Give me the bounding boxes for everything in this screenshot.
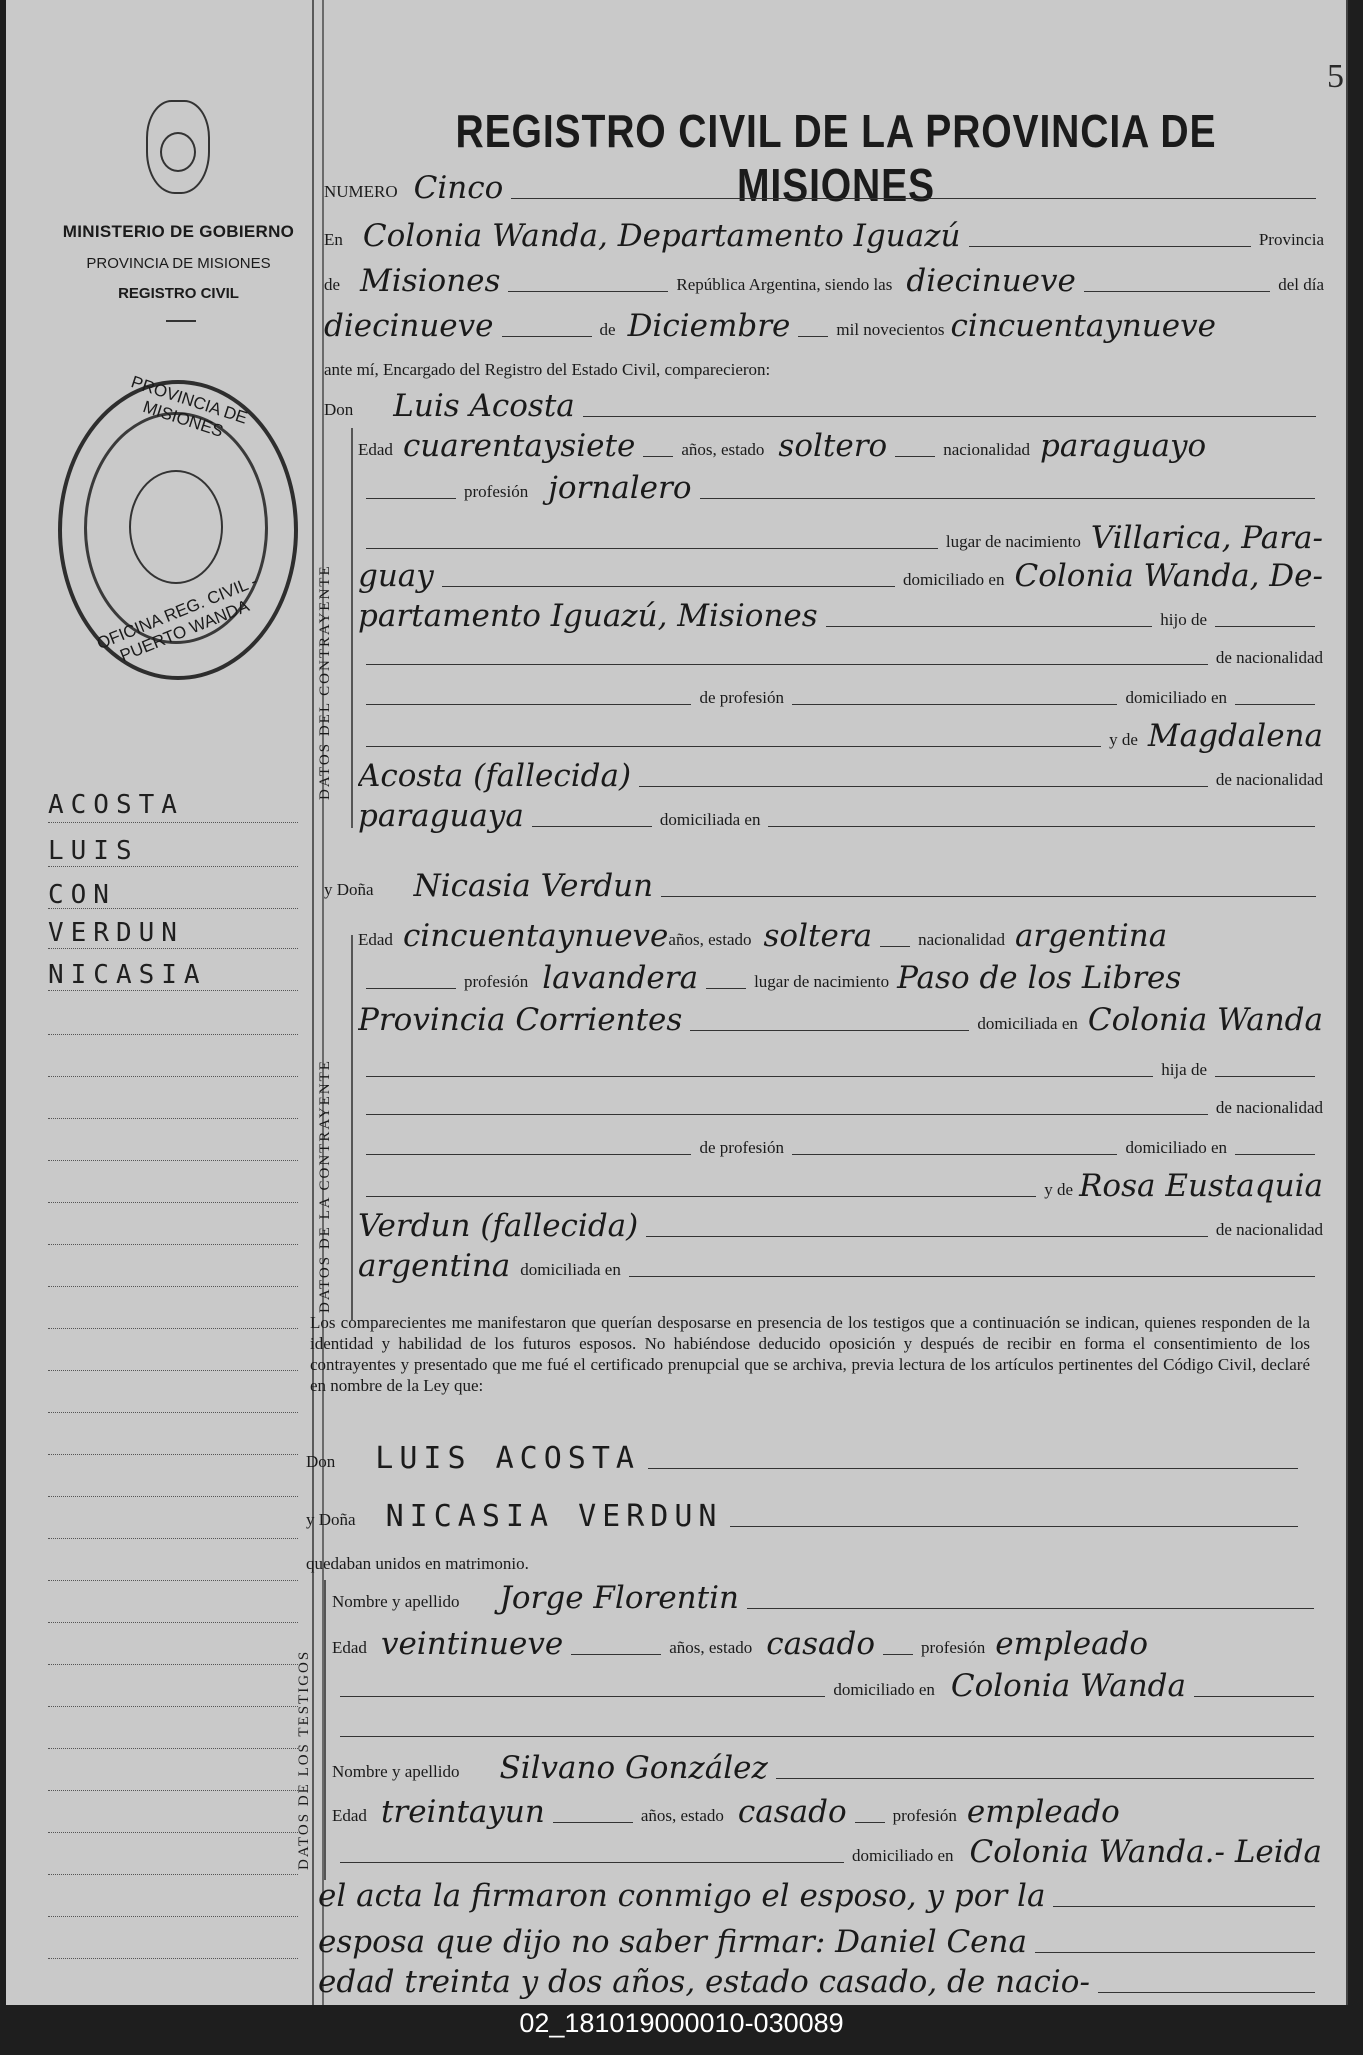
declaracion-don-row bbox=[306, 1432, 1306, 1478]
madre-nacionalidad-row bbox=[358, 790, 1323, 836]
republica-label: República Argentina, siendo las bbox=[676, 275, 893, 294]
margin-surname: ACOSTA bbox=[48, 790, 184, 820]
province-name: PROVINCIA DE MISIONES bbox=[86, 255, 271, 272]
de-mes-label: de bbox=[599, 320, 616, 339]
t1-edad: veintinueve bbox=[380, 1626, 564, 1662]
don-label: Don bbox=[324, 400, 354, 419]
profesion-value: lavandera bbox=[542, 960, 699, 996]
numero-row bbox=[324, 162, 1324, 208]
register-page bbox=[6, 0, 1348, 2005]
hija-de-label: hija de bbox=[1161, 1060, 1207, 1079]
mujer-edad-row bbox=[358, 910, 1323, 956]
domicilio-value: Colonia Wanda bbox=[1087, 1002, 1323, 1038]
mil-label: mil novecientos bbox=[836, 320, 945, 339]
nacionalidad-value: paraguayo bbox=[1040, 428, 1207, 464]
declaration-text: Los comparecientes me manifestaron que querían desposarse en presencia de los testigos que a continuación se indican, quienes responden de la identidad y habilidad de los futuros esposos. No habiéndose deducido oposición y después de recibir en forma el consentimiento de los contrayentes y presentado que me fué el certificado prenupcial que se archiva, previa lectura de los artículos pertinentes del Código Civil, declaré en nombre de la Ley que: bbox=[310, 1313, 1310, 1395]
domiciliada-en-label: domiciliada en bbox=[520, 1260, 621, 1279]
lugar-nacimiento-value: Villarica, Para- bbox=[1090, 520, 1323, 556]
document-title: REGISTRO CIVIL DE LA PROVINCIA DE MISIONES bbox=[455, 105, 1217, 211]
mujer-madre-nac-row bbox=[358, 1240, 1323, 1286]
mujer-profesion-row bbox=[358, 952, 1323, 998]
contrayente-edad-row bbox=[358, 420, 1323, 466]
mes-value: Diciembre bbox=[627, 308, 791, 344]
seal-bottom-text: OFICINA REG. CIVIL - PUERTO WANDA bbox=[94, 571, 261, 666]
lugar-nacimiento-cont: guay bbox=[358, 558, 434, 594]
madre-value: Magdalena bbox=[1147, 718, 1323, 754]
t2-nombre-row bbox=[332, 1742, 1322, 1788]
mujer-padre-prof-row bbox=[358, 1118, 1323, 1164]
lugar-value: Colonia Wanda, Departamento Iguazú bbox=[362, 218, 961, 254]
coat-of-arms-icon bbox=[146, 100, 210, 194]
domiciliado-en-label: domiciliado en bbox=[1125, 1138, 1227, 1157]
de-row bbox=[324, 255, 1324, 301]
t1-edad-row bbox=[332, 1618, 1322, 1664]
dona-label: y Doña bbox=[324, 880, 374, 899]
contrayente-profesion-row bbox=[358, 462, 1323, 508]
domicilio-value: Colonia Wanda, De- bbox=[1014, 558, 1323, 594]
seal-arms-icon bbox=[129, 470, 223, 584]
provincia-label: Provincia bbox=[1258, 230, 1324, 249]
estado-label: años, estado bbox=[668, 930, 752, 949]
testigos-section-label: DATOS DE LOS TESTIGOS bbox=[296, 1649, 312, 1870]
t1-blank-row bbox=[332, 1700, 1322, 1746]
registry-name: REGISTRO CIVIL bbox=[118, 285, 239, 302]
del-dia-label: del día bbox=[1278, 275, 1324, 294]
edad-label: Edad bbox=[358, 440, 393, 459]
madre-value: Rosa Eustaquia bbox=[1079, 1168, 1323, 1204]
estado-label: años, estado bbox=[669, 1638, 753, 1657]
edad-label: Edad bbox=[332, 1638, 367, 1657]
en-label: En bbox=[324, 230, 343, 249]
madre-cont: Verdun (fallecida) bbox=[358, 1208, 639, 1244]
nacionalidad-label: nacionalidad bbox=[943, 440, 1031, 459]
closing-text-2: esposa que dijo no saber firmar: Daniel Cena bbox=[318, 1924, 1027, 1960]
dona-value: NICASIA VERDUN bbox=[385, 1499, 723, 1534]
estado-value: soltera bbox=[763, 918, 873, 954]
t1-profesion: empleado bbox=[995, 1626, 1149, 1662]
madre-nacionalidad-value: paraguaya bbox=[358, 798, 524, 834]
t1-nombre: Jorge Florentin bbox=[499, 1580, 739, 1616]
mujer-domicilio-row bbox=[358, 994, 1323, 1040]
edad-label: Edad bbox=[332, 1806, 367, 1825]
margin-name-2: NICASIA bbox=[48, 960, 207, 990]
image-id-footer: 02_181019000010-030089 bbox=[519, 2008, 844, 2038]
divider bbox=[166, 320, 196, 322]
t1-nombre-row bbox=[332, 1572, 1322, 1618]
t2-domicilio: Colonia Wanda.- Leida bbox=[969, 1834, 1322, 1870]
madre-cont: Acosta (fallecida) bbox=[358, 758, 632, 794]
y-de-label: y de bbox=[1044, 1180, 1074, 1199]
t2-nombre: Silvano González bbox=[499, 1750, 768, 1786]
closing-text-1: el acta la firmaron conmigo el esposo, y por la bbox=[318, 1878, 1046, 1914]
nombre-label: Nombre y apellido bbox=[332, 1592, 460, 1611]
closing-line-1 bbox=[318, 1870, 1323, 1916]
de-nacionalidad-label: de nacionalidad bbox=[1215, 648, 1323, 667]
declaracion-dona-row bbox=[306, 1490, 1306, 1536]
profesion-label: profesión bbox=[892, 1806, 957, 1825]
dia-value: diecinueve bbox=[324, 308, 494, 344]
t2-profesion: empleado bbox=[966, 1794, 1120, 1830]
profesion-value: jornalero bbox=[548, 470, 692, 506]
t1-domicilio: Colonia Wanda bbox=[950, 1668, 1186, 1704]
ministry-name: MINISTERIO DE GOBIERNO bbox=[62, 222, 295, 241]
en-row bbox=[324, 210, 1324, 256]
edad-label: Edad bbox=[358, 930, 393, 949]
domiciliado-label: domiciliado en bbox=[902, 570, 1005, 589]
contrayente-mujer-section-label: DATOS DE LA CONTRAYENTE bbox=[317, 1059, 333, 1313]
ante-text: ante mí, Encargado del Registro del Estado Civil, comparecieron: bbox=[324, 360, 771, 379]
madre-nacionalidad-value: argentina bbox=[358, 1248, 511, 1284]
de-profesion-label: de profesión bbox=[699, 1138, 784, 1157]
margin-con: CON bbox=[48, 880, 116, 910]
numero-value: Cinco bbox=[413, 170, 504, 206]
lugar-nacimiento-label: lugar de nacimiento bbox=[754, 972, 890, 991]
closing-line-3 bbox=[318, 1956, 1323, 2002]
profesion-label: profesión bbox=[464, 972, 529, 991]
domiciliada-label: domiciliada en bbox=[977, 1014, 1078, 1033]
t2-estado: casado bbox=[737, 1794, 847, 1830]
contrayente-section-label: DATOS DEL CONTRAYENTE bbox=[317, 564, 333, 800]
margin-name: LUIS bbox=[48, 836, 139, 866]
estado-label: años, estado bbox=[640, 1806, 724, 1825]
lugar-nacimiento-value: Paso de los Libres bbox=[897, 960, 1182, 996]
provincia-value: Misiones bbox=[360, 263, 501, 299]
don-value: Luis Acosta bbox=[393, 388, 575, 424]
t1-estado: casado bbox=[766, 1626, 876, 1662]
page-number: 5 bbox=[1327, 58, 1344, 95]
lugar-nacimiento-label: lugar de nacimiento bbox=[945, 532, 1081, 551]
nacionalidad-label: nacionalidad bbox=[918, 930, 1005, 949]
de-nacionalidad-label: de nacionalidad bbox=[1215, 770, 1323, 789]
don-label: Don bbox=[306, 1452, 336, 1471]
don-value: LUIS ACOSTA bbox=[375, 1441, 640, 1476]
padre-profesion-row bbox=[358, 668, 1323, 714]
hijo-de-label: hijo de bbox=[1160, 610, 1207, 629]
t2-domicilio-row bbox=[332, 1826, 1322, 1872]
estado-value: soltero bbox=[778, 428, 888, 464]
domicilio-cont: partamento Iguazú, Misiones bbox=[358, 598, 818, 634]
estado-label: años, estado bbox=[681, 440, 765, 459]
anio-value: cincuentaynueve bbox=[950, 308, 1216, 344]
numero-label: NUMERO bbox=[324, 182, 398, 201]
hora-value: diecinueve bbox=[906, 263, 1076, 299]
domiciliada-label: domiciliada en bbox=[659, 810, 761, 829]
closing-text-3: edad treinta y dos años, estado casado, de nacio- bbox=[318, 1964, 1090, 2000]
margin-surname-2: VERDUN bbox=[48, 918, 184, 948]
nacionalidad-value: argentina bbox=[1014, 918, 1168, 954]
dona-label: y Doña bbox=[306, 1510, 356, 1529]
unidos-text: quedaban unidos en matrimonio. bbox=[306, 1554, 529, 1573]
de-profesion-label: de profesión bbox=[699, 688, 784, 707]
domiciliado-label: domiciliado en bbox=[852, 1846, 954, 1865]
profesion-label: profesión bbox=[921, 1638, 986, 1657]
lugar-nacimiento-cont: Provincia Corrientes bbox=[358, 1002, 683, 1038]
de-nacionalidad-label: de nacionalidad bbox=[1215, 1098, 1323, 1117]
y-de-label: y de bbox=[1109, 730, 1138, 749]
dona-row bbox=[324, 860, 1324, 906]
de-label: de bbox=[324, 275, 341, 294]
de-nacionalidad-label: de nacionalidad bbox=[1215, 1220, 1323, 1239]
dona-value: Nicasia Verdun bbox=[413, 868, 654, 904]
nombre-label: Nombre y apellido bbox=[332, 1762, 460, 1781]
edad-value: cuarentaysiete bbox=[402, 428, 636, 464]
domiciliado-label: domiciliado en bbox=[833, 1680, 935, 1699]
t2-edad: treintayun bbox=[380, 1794, 545, 1830]
profesion-label: profesión bbox=[464, 482, 529, 501]
domiciliado-en-label: domiciliado en bbox=[1125, 688, 1227, 707]
seal-top-text: PROVINCIA DE MISIONES bbox=[128, 372, 250, 441]
edad-value: cincuentaynueve bbox=[402, 918, 669, 954]
